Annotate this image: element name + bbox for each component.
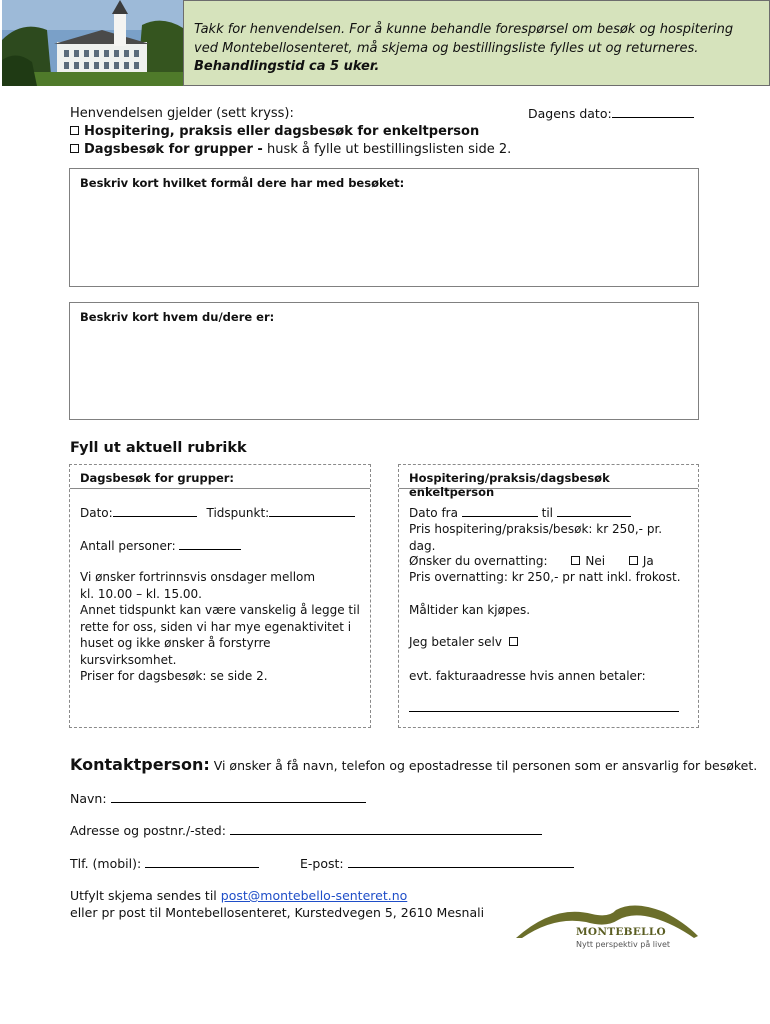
send-text: Utfylt skjema sendes til [70, 888, 221, 903]
logo-name: MONTEBELLO [576, 926, 666, 938]
intro-line-2: ved Montebellosenteret, må skjema og bestillingsliste fylles ut og returneres. [194, 40, 699, 56]
request-heading: Henvendelsen gjelder (sett kryss): [70, 106, 294, 121]
contact-phone-field[interactable] [70, 856, 259, 871]
meals-info: Måltider kan kjøpes. [409, 603, 531, 617]
section-title: Fyll ut aktuell rubrikk [70, 440, 247, 456]
overnight-yes[interactable] [629, 554, 654, 568]
overnight-yes-label: Ja [642, 554, 654, 568]
groups-prices: Priser for dagsbesøk: se side 2. [80, 669, 268, 683]
option-groups[interactable] [70, 142, 511, 157]
contact-name-field[interactable] [70, 791, 366, 806]
invoice-label: evt. fakturaadresse hvis annen betaler: [409, 669, 646, 683]
contact-name-line [111, 791, 366, 803]
email-link[interactable]: post@montebello-senteret.no [220, 888, 408, 903]
pay-self-label: Jeg betaler selv [409, 635, 502, 649]
individual-date-to-line[interactable] [557, 505, 631, 517]
individual-dates [409, 505, 690, 522]
contact-address-label: Adresse og postnr./-sted: [70, 823, 226, 838]
purpose-label: Beskriv kort hvilket formål dere har med besøket: [80, 176, 405, 190]
option-individual-checkbox[interactable] [70, 126, 79, 135]
groups-info-1: Vi ønsker fortrinnsvis onsdager mellom [80, 570, 316, 584]
overnight-no[interactable] [571, 554, 605, 568]
intro-box [183, 0, 770, 86]
option-groups-note: husk å fylle ut bestillingslisten side 2. [262, 142, 512, 157]
today-date-field[interactable] [528, 106, 694, 121]
contact-address-field[interactable] [70, 823, 542, 838]
contact-title: Kontaktperson: [70, 755, 210, 774]
intro-line-3: Behandlingstid ca 5 uker. [194, 59, 380, 74]
groups-info [80, 569, 362, 668]
today-date-label: Dagens dato: [528, 106, 612, 121]
header [0, 0, 770, 86]
option-groups-checkbox[interactable] [70, 144, 79, 153]
contact-phone-label: Tlf. (mobil): [70, 856, 142, 871]
overnight-price: Pris overnatting: kr 250,- pr natt inkl. frokost. [409, 570, 681, 584]
overnight-question: Ønsker du overnatting: [409, 554, 548, 568]
overnight-no-label: Nei [585, 554, 606, 568]
intro-line-1: Takk for henvendelsen. For å kunne behandle forespørsel om besøk og hospitering [194, 22, 734, 37]
logo-tagline: Nytt perspektiv på livet [576, 940, 671, 949]
today-date-line [612, 106, 694, 118]
post-address: eller pr post til Montebellosenteret, Kurstedvegen 5, 2610 Mesnali [70, 905, 485, 920]
groups-persons-label: Antall personer: [80, 539, 176, 553]
contact-address-line [230, 823, 542, 835]
building-photo [2, 0, 183, 86]
send-line [70, 888, 407, 903]
individual-price: Pris hospitering/praksis/besøk: kr 250,- pr. dag. [409, 522, 663, 553]
contact-email-field[interactable] [300, 856, 574, 871]
individual-title: Hospitering/praksis/dagsbesøk enkeltperson [399, 465, 698, 489]
contact-phone-line [145, 856, 259, 868]
groups-date-row [80, 505, 362, 522]
purpose-textbox[interactable] [69, 168, 699, 287]
overnight-row [409, 553, 690, 570]
option-groups-label: Dagsbesøk for grupper - [84, 142, 263, 157]
option-individual-label: Hospitering, praksis eller dagsbesøk for enkeltperson [84, 124, 480, 139]
pay-self-row[interactable] [409, 634, 690, 651]
overnight-no-checkbox[interactable] [571, 556, 580, 565]
montebello-logo [514, 900, 700, 952]
pay-self-checkbox[interactable] [509, 637, 518, 646]
groups-info-3: Annet tidspunkt kan være vanskelig å legge til [80, 603, 360, 617]
individual-date-from-label: Dato fra [409, 506, 458, 520]
contact-intro: Vi ønsker å få navn, telefon og epostadresse til personen som er ansvarlig for besøket. [209, 758, 758, 773]
contact-heading [70, 755, 757, 774]
groups-info-4: rette for oss, siden vi har mye egenaktivitet i [80, 619, 352, 634]
groups-time-line[interactable] [269, 505, 355, 517]
overnight-yes-checkbox[interactable] [629, 556, 638, 565]
groups-box [69, 464, 371, 728]
option-individual[interactable] [70, 124, 479, 139]
groups-title: Dagsbesøk for grupper: [70, 465, 370, 489]
groups-time-label: Tidspunkt: [206, 506, 270, 520]
individual-date-to-label: til [541, 506, 553, 520]
individual-date-from-line[interactable] [462, 505, 538, 517]
contact-email-line [348, 856, 574, 868]
contact-name-label: Navn: [70, 791, 107, 806]
who-label: Beskriv kort hvem du/dere er: [80, 310, 275, 324]
groups-persons-line[interactable] [179, 538, 241, 550]
groups-persons-row [80, 538, 362, 555]
groups-info-2: kl. 10.00 – kl. 15.00. [80, 586, 202, 601]
contact-email-label: E-post: [300, 856, 344, 871]
groups-date-line[interactable] [113, 505, 197, 517]
invoice-address-line[interactable] [409, 711, 679, 712]
individual-box [398, 464, 699, 728]
groups-info-5: huset og ikke ønsker å forstyrre kursvirksomhet. [80, 636, 271, 667]
groups-date-label: Dato: [80, 506, 113, 520]
who-textbox[interactable] [69, 302, 699, 420]
